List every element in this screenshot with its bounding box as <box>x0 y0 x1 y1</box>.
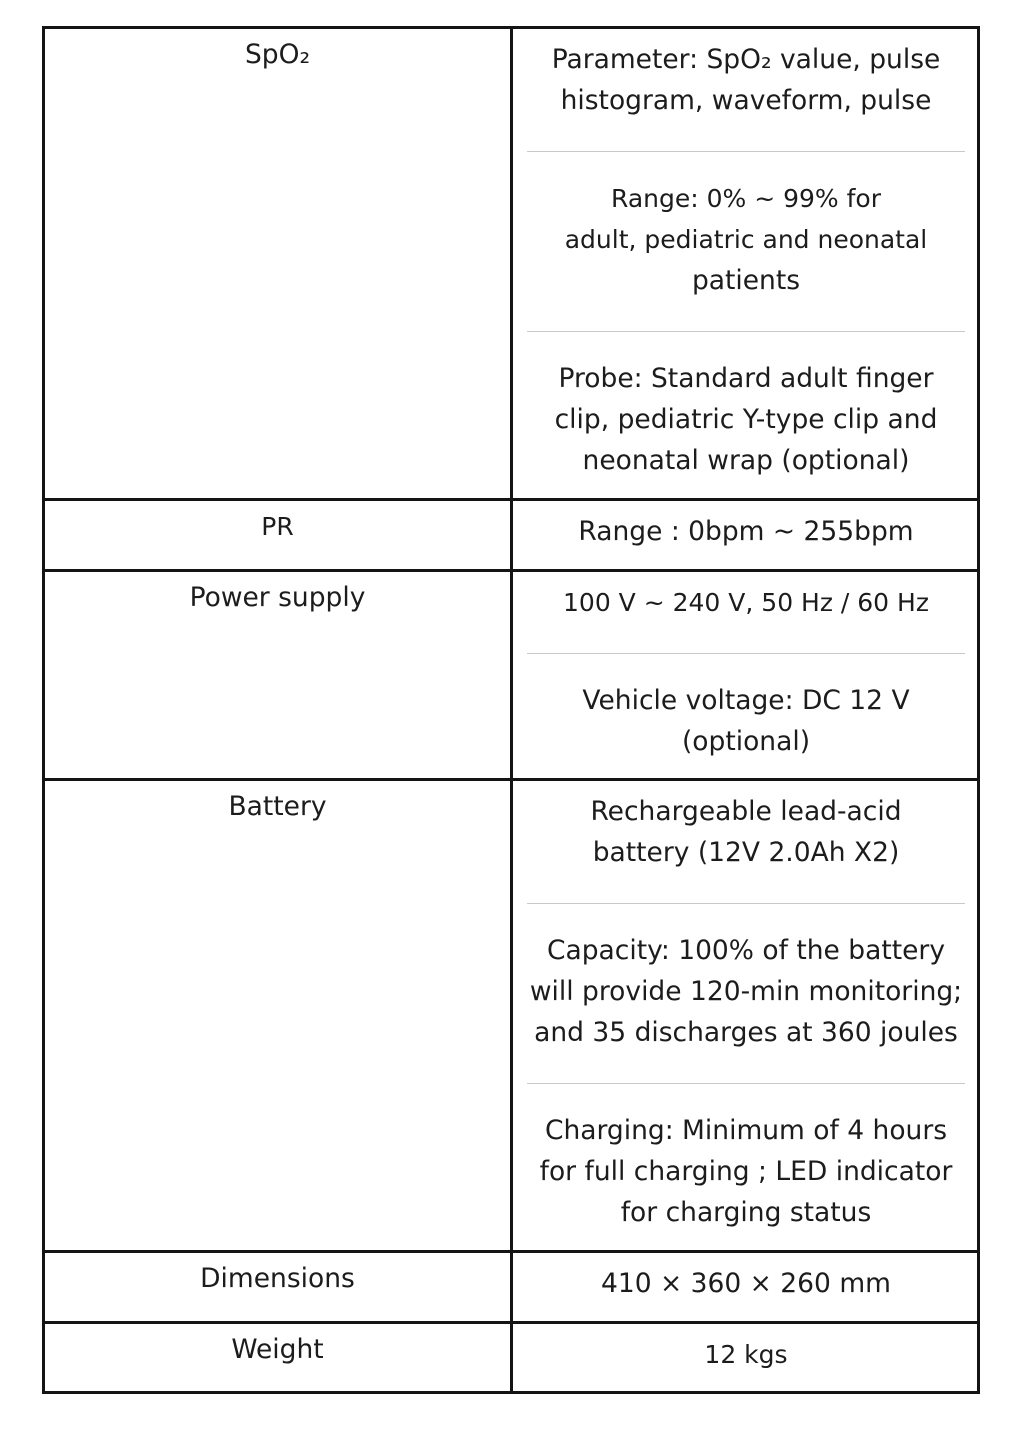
row-values-weight <box>513 1334 978 1375</box>
row-divider <box>42 1250 980 1253</box>
value-line: neonatal wrap (optional) <box>582 445 910 476</box>
battery-charging-item <box>527 1083 965 1233</box>
value-line: Charging: Minimum of 4 hours <box>544 1115 948 1146</box>
value-line: clip, pediatric Y-type clip and <box>554 404 938 435</box>
row-divider <box>42 778 980 781</box>
value-line: 100 V ~ 240 V, 50 Hz / 60 Hz <box>563 588 929 617</box>
value-line: (optional) <box>681 726 811 757</box>
power-vehicle-item <box>527 653 965 762</box>
spo2-probe-item <box>527 331 965 481</box>
value-line: and 35 discharges at 360 joules <box>534 1017 958 1048</box>
value-line: battery (12V 2.0Ah X2) <box>592 837 900 868</box>
value-line: for charging status <box>620 1197 872 1228</box>
row-label-dimensions: Dimensions <box>200 1263 355 1294</box>
row-label-weight: Weight <box>231 1334 324 1365</box>
power-ac-item <box>527 582 965 623</box>
value-line: Parameter: SpO₂ value, pulse <box>551 44 941 75</box>
row-divider <box>42 498 980 501</box>
value-line: adult, pediatric and neonatal <box>564 225 928 254</box>
weight-value-item <box>527 1334 965 1375</box>
value-line: 410 × 360 × 260 mm <box>601 1268 891 1299</box>
row-values-pr <box>513 511 978 552</box>
row-values-power-supply <box>513 582 978 762</box>
value-line: 12 kgs <box>704 1340 788 1369</box>
value-line: Rechargeable lead-acid <box>590 796 902 827</box>
spo2-parameter-item <box>527 39 965 121</box>
row-values-battery <box>513 791 978 1233</box>
row-divider <box>42 1321 980 1324</box>
battery-capacity-item <box>527 903 965 1053</box>
battery-type-item <box>527 791 965 873</box>
row-label-battery: Battery <box>228 791 327 822</box>
row-values-dimensions <box>513 1263 978 1304</box>
value-line: Vehicle voltage: DC 12 V <box>582 685 910 716</box>
value-line: histogram, waveform, pulse <box>560 85 932 116</box>
value-line: Range : 0bpm ~ 255bpm <box>578 516 914 547</box>
value-line: Probe: Standard adult finger <box>558 363 934 394</box>
pr-range-item <box>527 511 965 552</box>
row-label-spo2: SpO₂ <box>244 39 311 70</box>
spo2-range-item <box>527 151 965 301</box>
value-line: Range: 0% ~ 99% for <box>611 184 881 213</box>
value-line: for full charging ; LED indicator <box>539 1156 953 1187</box>
row-label-power-supply: Power supply <box>189 582 366 613</box>
value-line: Capacity: 100% of the battery <box>546 935 946 966</box>
row-divider <box>42 569 980 572</box>
row-label-pr: PR <box>261 512 294 541</box>
dimensions-value-item <box>527 1263 965 1304</box>
value-line: patients <box>691 265 801 296</box>
row-values-spo2 <box>513 39 978 481</box>
value-line: will provide 120-min monitoring; <box>529 976 963 1007</box>
